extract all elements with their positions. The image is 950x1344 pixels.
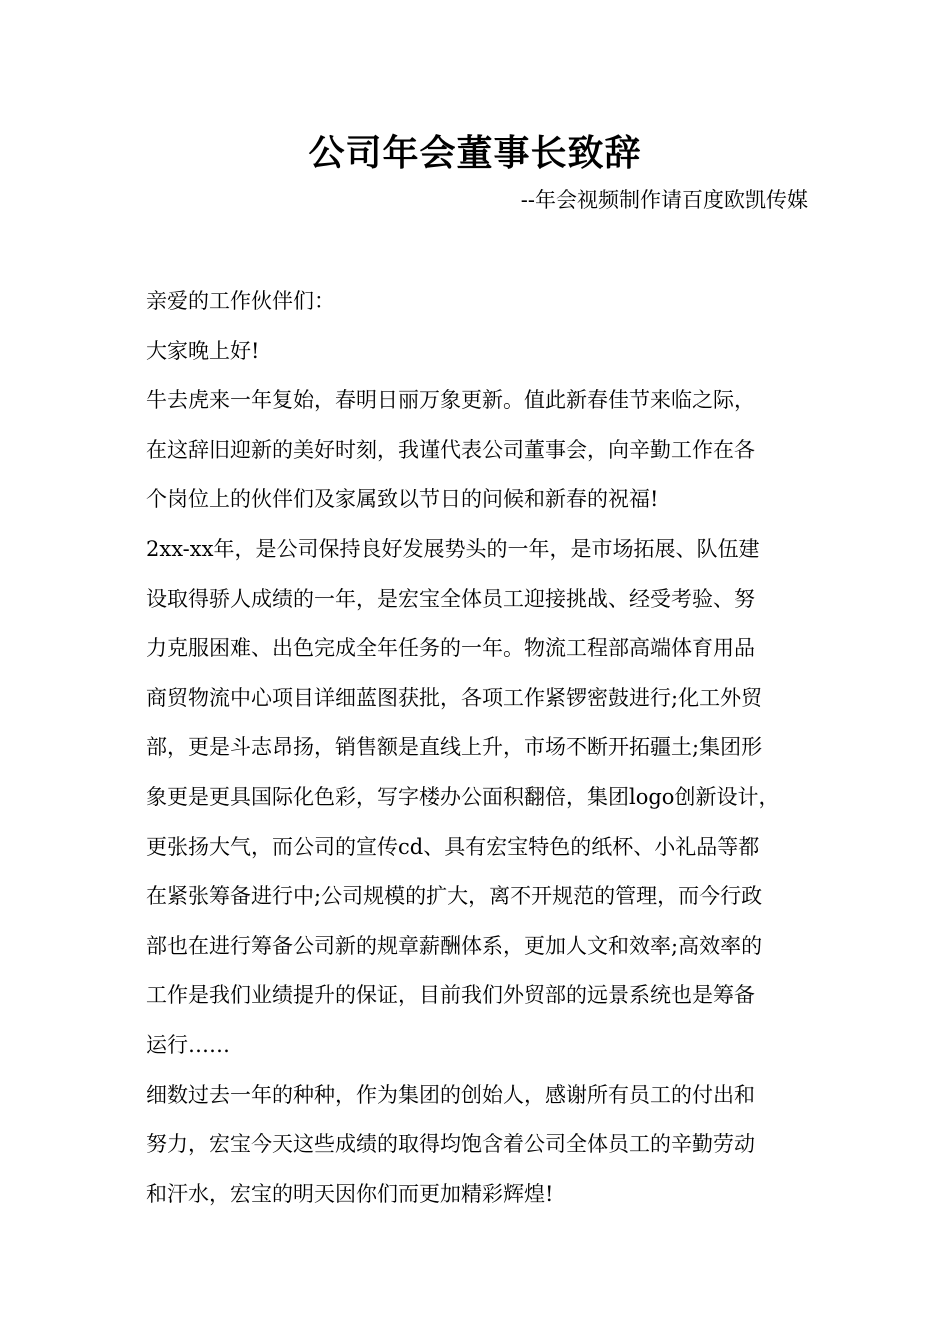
body-line: 力克服困难、出色完成全年任务的一年。物流工程部高端体育用品	[146, 636, 755, 661]
body-line: 和汗水，宏宝的明天因你们而更加精彩辉煌!	[146, 1181, 554, 1206]
body-line: 亲爱的工作伙伴们：	[146, 289, 335, 313]
body-line: 部也在进行筹备公司新的规章薪酬体系，更加人文和效率;高效率的	[146, 933, 763, 958]
body-line: 2xx-xx年，是公司保持良好发展势头的一年，是市场拓展、队伍建	[146, 536, 760, 561]
body-line: 牛去虎来一年复始，春明日丽万象更新。值此新春佳节来临之际，	[146, 388, 755, 413]
body-line: 努力，宏宝今天这些成绩的取得均饱含着公司全体员工的辛勤劳动	[146, 1132, 755, 1157]
body-line: 在这辞旧迎新的美好时刻，我谨代表公司董事会，向辛勤工作在各	[146, 437, 755, 462]
body-line: 更张扬大气，而公司的宣传cd、具有宏宝特色的纸杯、小礼品等都	[146, 834, 760, 859]
body-line: 象更是更具国际化色彩，写字楼办公面积翻倍，集团logo创新设计，	[146, 784, 780, 809]
body-line: 细数过去一年的种种，作为集团的创始人，感谢所有员工的付出和	[146, 1082, 755, 1107]
document-title: 公司年会董事长致辞	[308, 132, 642, 174]
body-line: 设取得骄人成绩的一年，是宏宝全体员工迎接挑战、经受考验、努	[146, 586, 755, 611]
body-line: 部，更是斗志昂扬，销售额是直线上升，市场不断开拓疆土;集团形	[146, 735, 763, 760]
document-subtitle: --年会视频制作请百度欧凯传媒	[520, 188, 808, 212]
body-line: 大家晚上好!	[146, 338, 260, 363]
body-line: 工作是我们业绩提升的保证，目前我们外贸部的远景系统也是筹备	[146, 983, 755, 1008]
body-line: 个岗位上的伙伴们及家属致以节日的问候和新春的祝福!	[146, 487, 659, 512]
body-line: 商贸物流中心项目详细蓝图获批，各项工作紧锣密鼓进行;化工外贸	[146, 685, 763, 710]
body-line: 运行……	[146, 1032, 230, 1057]
body-line: 在紧张筹备进行中;公司规模的扩大，离不开规范的管理，而今行政	[146, 884, 763, 909]
document-body	[146, 282, 826, 1224]
